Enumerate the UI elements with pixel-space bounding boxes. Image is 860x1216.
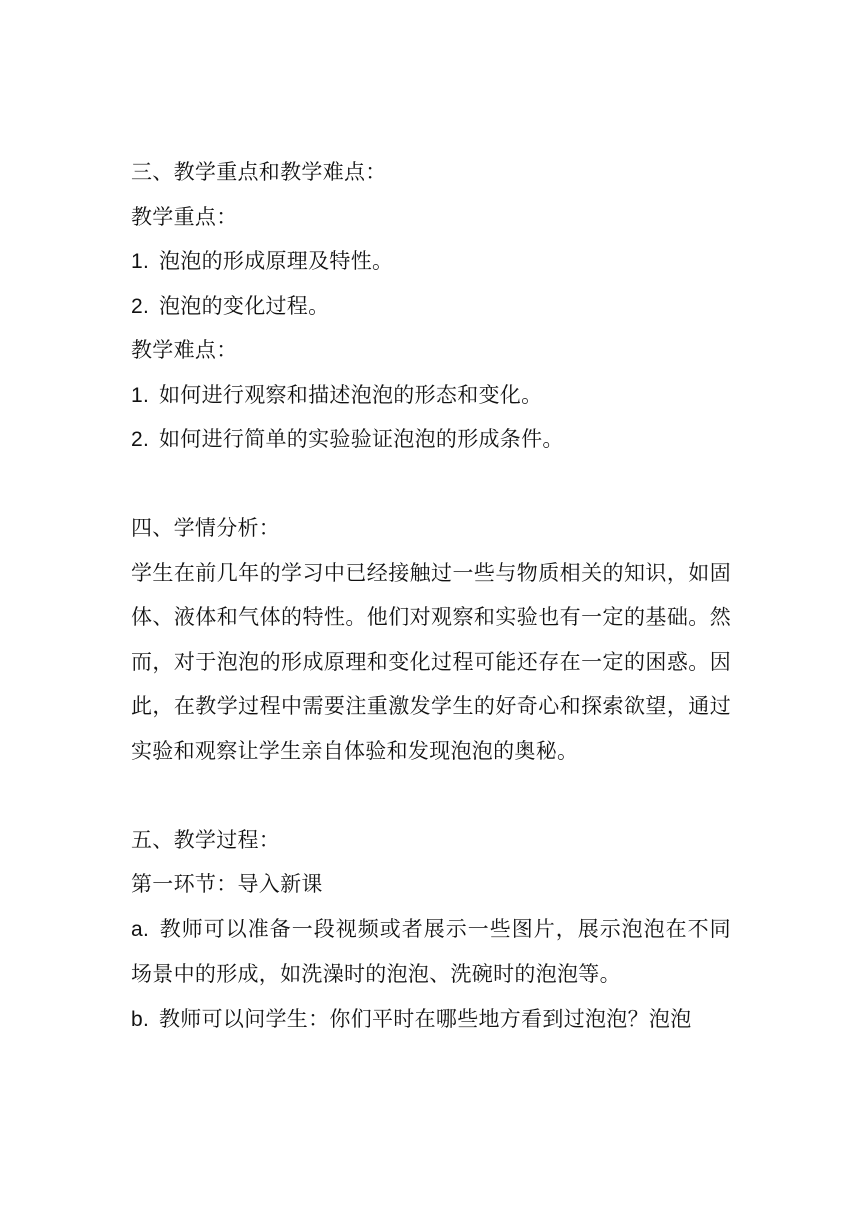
item-text: 教师可以问学生：你们平时在哪些地方看到过泡泡？泡泡	[159, 1006, 692, 1031]
item-text: 泡泡的变化过程。	[159, 293, 330, 318]
section3-heading: 三、教学重点和教学难点：	[131, 160, 387, 184]
key-points-label: 教学重点：	[131, 204, 238, 229]
item-text: 教师可以准备一段视频或者展示一些图片，展示泡泡在不同场景中的形成，如洗澡时的泡泡、洗碗时的泡泡等。	[131, 916, 731, 986]
blank-line	[131, 462, 731, 507]
process-item	[131, 997, 731, 1043]
item-number: b.	[131, 1007, 150, 1031]
item-number: 2.	[131, 428, 150, 451]
key-point-item	[131, 284, 731, 329]
key-point-item	[131, 239, 731, 284]
stage1-label: 第一环节：导入新课	[131, 872, 323, 896]
section5-heading: 五、教学过程：	[131, 827, 281, 852]
difficulties-label: 教学难点：	[131, 338, 238, 362]
section4-heading: 四、学情分析：	[131, 516, 281, 540]
blank-line	[131, 773, 731, 818]
difficulty-item	[131, 417, 731, 462]
item-number: 1.	[131, 383, 150, 407]
item-text: 如何进行简单的实验验证泡泡的形成条件。	[159, 427, 564, 451]
document-page	[131, 150, 731, 1042]
process-item	[131, 907, 731, 997]
item-number: 1.	[131, 250, 150, 273]
item-number: a.	[131, 917, 150, 941]
item-text: 泡泡的形成原理及特性。	[159, 249, 394, 273]
section4-paragraph: 学生在前几年的学习中已经接触过一些与物质相关的知识，如固体、液体和气体的特性。他们对观察和实验也有一定的基础。然而，对于泡泡的形成原理和变化过程可能还存在一定的困惑。因此，在教学过程中需要注重激发学生的好奇心和探索欲望，通过实验和观察让学生亲自体验和发现泡泡的奥秘。	[131, 560, 731, 763]
difficulty-item	[131, 373, 731, 418]
item-text: 如何进行观察和描述泡泡的形态和变化。	[159, 382, 543, 407]
item-number: 2.	[131, 294, 150, 318]
